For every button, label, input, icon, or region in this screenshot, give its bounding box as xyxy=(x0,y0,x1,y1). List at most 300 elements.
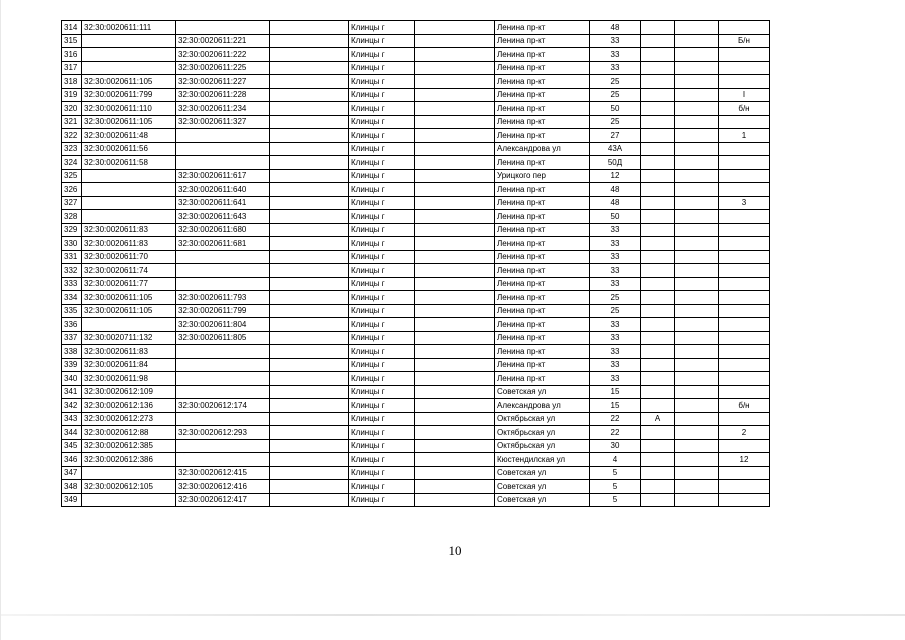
cell-empty xyxy=(270,453,349,467)
cell-extra xyxy=(719,480,770,494)
cell-cadastral-number xyxy=(82,196,176,210)
table-row xyxy=(62,34,770,48)
cell-house-number: 33 xyxy=(590,372,641,386)
table-row xyxy=(62,318,770,332)
cell-extra xyxy=(719,264,770,278)
cell-street: Ленина пр-кт xyxy=(495,129,590,143)
cell-house-letter xyxy=(641,21,675,35)
cell-street: Ленина пр-кт xyxy=(495,304,590,318)
cell-empty xyxy=(675,102,719,116)
cell-city: Клинцы г xyxy=(349,372,415,386)
cell-city: Клинцы г xyxy=(349,129,415,143)
cell-row-number: 325 xyxy=(62,169,82,183)
cell-row-number: 329 xyxy=(62,223,82,237)
table-row xyxy=(62,169,770,183)
table-row xyxy=(62,264,770,278)
cell-empty xyxy=(270,291,349,305)
cell-empty xyxy=(415,291,495,305)
cell-street: Ленина пр-кт xyxy=(495,223,590,237)
cell-extra xyxy=(719,48,770,62)
cell-empty xyxy=(675,466,719,480)
cell-city: Клинцы г xyxy=(349,223,415,237)
cell-empty xyxy=(415,75,495,89)
cell-empty xyxy=(675,264,719,278)
cell-street: Ленина пр-кт xyxy=(495,196,590,210)
cell-empty xyxy=(415,372,495,386)
cell-empty xyxy=(415,304,495,318)
cell-empty xyxy=(675,21,719,35)
cell-empty xyxy=(415,385,495,399)
cell-house-number: 33 xyxy=(590,318,641,332)
cell-empty xyxy=(415,493,495,507)
cell-extra xyxy=(719,142,770,156)
cell-row-number: 348 xyxy=(62,480,82,494)
cell-cadastral-number-2 xyxy=(176,453,270,467)
cell-empty xyxy=(270,277,349,291)
cell-house-letter xyxy=(641,210,675,224)
cell-house-number: 27 xyxy=(590,129,641,143)
cell-cadastral-number: 32:30:0020612:136 xyxy=(82,399,176,413)
cell-row-number: 323 xyxy=(62,142,82,156)
cell-cadastral-number: 32:30:0020611:83 xyxy=(82,345,176,359)
cell-row-number: 346 xyxy=(62,453,82,467)
cell-city: Клинцы г xyxy=(349,345,415,359)
cell-empty xyxy=(675,169,719,183)
cell-house-number: 48 xyxy=(590,21,641,35)
table-row xyxy=(62,412,770,426)
cell-cadastral-number-2: 32:30:0020611:227 xyxy=(176,75,270,89)
cell-empty xyxy=(270,115,349,129)
cell-house-letter xyxy=(641,61,675,75)
cell-extra xyxy=(719,331,770,345)
cell-city: Клинцы г xyxy=(349,331,415,345)
cell-empty xyxy=(675,61,719,75)
cell-street: Ленина пр-кт xyxy=(495,264,590,278)
cell-cadastral-number-2: 32:30:0020611:640 xyxy=(176,183,270,197)
cell-cadastral-number-2 xyxy=(176,385,270,399)
cell-empty xyxy=(675,34,719,48)
cell-house-number: 33 xyxy=(590,34,641,48)
cell-extra: I xyxy=(719,88,770,102)
cell-city: Клинцы г xyxy=(349,210,415,224)
cell-house-number: 5 xyxy=(590,480,641,494)
cell-house-letter xyxy=(641,237,675,251)
cell-house-letter xyxy=(641,399,675,413)
cell-house-number: 33 xyxy=(590,61,641,75)
table-row xyxy=(62,61,770,75)
cell-city: Клинцы г xyxy=(349,439,415,453)
cell-city: Клинцы г xyxy=(349,291,415,305)
cell-empty xyxy=(675,331,719,345)
cell-city: Клинцы г xyxy=(349,102,415,116)
cell-extra: 1 xyxy=(719,129,770,143)
cell-house-number: 30 xyxy=(590,439,641,453)
cell-cadastral-number: 32:30:0020611:70 xyxy=(82,250,176,264)
cell-empty xyxy=(270,223,349,237)
table-row xyxy=(62,399,770,413)
cell-house-letter xyxy=(641,88,675,102)
cell-cadastral-number: 32:30:0020611:111 xyxy=(82,21,176,35)
cell-cadastral-number: 32:30:0020612:273 xyxy=(82,412,176,426)
cell-city: Клинцы г xyxy=(349,34,415,48)
cell-empty xyxy=(270,466,349,480)
cell-empty xyxy=(415,318,495,332)
cell-empty xyxy=(675,115,719,129)
cell-street: Октябрьская ул xyxy=(495,426,590,440)
cell-house-letter xyxy=(641,372,675,386)
cell-row-number: 347 xyxy=(62,466,82,480)
cell-empty xyxy=(415,61,495,75)
cell-empty xyxy=(415,169,495,183)
table-body xyxy=(62,21,770,507)
cell-row-number: 333 xyxy=(62,277,82,291)
cell-cadastral-number: 32:30:0020611:77 xyxy=(82,277,176,291)
cell-house-letter: А xyxy=(641,412,675,426)
cell-empty xyxy=(675,439,719,453)
cell-cadastral-number: 32:30:0020611:105 xyxy=(82,75,176,89)
cell-empty xyxy=(270,237,349,251)
cell-house-number: 25 xyxy=(590,291,641,305)
cell-cadastral-number-2: 32:30:0020611:804 xyxy=(176,318,270,332)
cell-empty xyxy=(675,196,719,210)
cell-row-number: 314 xyxy=(62,21,82,35)
cell-house-letter xyxy=(641,196,675,210)
cell-extra xyxy=(719,183,770,197)
cell-empty xyxy=(675,129,719,143)
cell-house-number: 43А xyxy=(590,142,641,156)
cell-cadastral-number-2 xyxy=(176,439,270,453)
cell-extra xyxy=(719,237,770,251)
cell-extra xyxy=(719,156,770,170)
cell-row-number: 341 xyxy=(62,385,82,399)
cell-empty xyxy=(415,196,495,210)
cell-empty xyxy=(675,48,719,62)
cell-empty xyxy=(415,358,495,372)
cell-cadastral-number-2: 32:30:0020611:221 xyxy=(176,34,270,48)
cell-city: Клинцы г xyxy=(349,318,415,332)
cell-house-letter xyxy=(641,48,675,62)
cell-row-number: 320 xyxy=(62,102,82,116)
cell-city: Клинцы г xyxy=(349,426,415,440)
cell-row-number: 330 xyxy=(62,237,82,251)
cell-empty xyxy=(415,439,495,453)
cell-extra xyxy=(719,21,770,35)
cell-cadastral-number-2: 32:30:0020611:234 xyxy=(176,102,270,116)
cell-empty xyxy=(270,21,349,35)
cell-empty xyxy=(270,156,349,170)
cell-empty xyxy=(415,88,495,102)
cell-city: Клинцы г xyxy=(349,169,415,183)
cell-house-letter xyxy=(641,426,675,440)
cell-city: Клинцы г xyxy=(349,156,415,170)
cell-house-number: 5 xyxy=(590,493,641,507)
table-row xyxy=(62,102,770,116)
cell-street: Октябрьская ул xyxy=(495,439,590,453)
cell-street: Ленина пр-кт xyxy=(495,156,590,170)
cell-empty xyxy=(415,331,495,345)
cell-house-number: 25 xyxy=(590,304,641,318)
cell-cadastral-number xyxy=(82,34,176,48)
cell-house-number: 15 xyxy=(590,385,641,399)
cell-house-number: 25 xyxy=(590,88,641,102)
cell-city: Клинцы г xyxy=(349,196,415,210)
cell-cadastral-number-2 xyxy=(176,264,270,278)
cell-street: Советская ул xyxy=(495,493,590,507)
cell-empty xyxy=(675,426,719,440)
cell-row-number: 327 xyxy=(62,196,82,210)
cell-cadastral-number: 32:30:0020612:109 xyxy=(82,385,176,399)
table-row xyxy=(62,480,770,494)
cell-empty xyxy=(415,250,495,264)
cell-house-number: 33 xyxy=(590,264,641,278)
cell-house-letter xyxy=(641,264,675,278)
cell-house-letter xyxy=(641,156,675,170)
cell-row-number: 334 xyxy=(62,291,82,305)
cell-empty xyxy=(270,426,349,440)
cell-empty xyxy=(675,250,719,264)
cell-house-number: 22 xyxy=(590,426,641,440)
scan-artifact-edge xyxy=(0,0,1,640)
cell-row-number: 336 xyxy=(62,318,82,332)
cell-extra xyxy=(719,61,770,75)
cell-empty xyxy=(675,453,719,467)
cell-extra xyxy=(719,250,770,264)
cell-extra xyxy=(719,291,770,305)
cell-row-number: 315 xyxy=(62,34,82,48)
cell-city: Клинцы г xyxy=(349,277,415,291)
cell-empty xyxy=(270,385,349,399)
cell-extra xyxy=(719,75,770,89)
cell-cadastral-number-2 xyxy=(176,345,270,359)
cell-row-number: 343 xyxy=(62,412,82,426)
cell-empty xyxy=(415,21,495,35)
cell-house-number: 25 xyxy=(590,75,641,89)
cell-house-letter xyxy=(641,345,675,359)
cell-extra xyxy=(719,345,770,359)
cell-empty xyxy=(270,34,349,48)
cell-cadastral-number-2: 32:30:0020612:415 xyxy=(176,466,270,480)
cell-house-letter xyxy=(641,385,675,399)
cell-city: Клинцы г xyxy=(349,480,415,494)
cell-street: Ленина пр-кт xyxy=(495,237,590,251)
cell-empty xyxy=(270,264,349,278)
cell-empty xyxy=(270,88,349,102)
cell-city: Клинцы г xyxy=(349,250,415,264)
cell-cadastral-number-2: 32:30:0020611:228 xyxy=(176,88,270,102)
cell-house-letter xyxy=(641,466,675,480)
scan-artifact-line xyxy=(0,614,905,616)
cell-street: Октябрьская ул xyxy=(495,412,590,426)
cell-cadastral-number-2: 32:30:0020611:617 xyxy=(176,169,270,183)
cell-street: Ленина пр-кт xyxy=(495,21,590,35)
cell-house-number: 33 xyxy=(590,48,641,62)
cell-street: Ленина пр-кт xyxy=(495,183,590,197)
cell-empty xyxy=(675,210,719,224)
cell-cadastral-number-2 xyxy=(176,129,270,143)
cell-street: Ленина пр-кт xyxy=(495,358,590,372)
cell-street: Ленина пр-кт xyxy=(495,250,590,264)
cell-empty xyxy=(270,129,349,143)
cell-house-letter xyxy=(641,250,675,264)
cell-empty xyxy=(270,169,349,183)
cell-extra xyxy=(719,277,770,291)
cell-cadastral-number: 32:30:0020611:83 xyxy=(82,237,176,251)
cell-house-letter xyxy=(641,142,675,156)
cell-empty xyxy=(415,426,495,440)
cell-street: Советская ул xyxy=(495,385,590,399)
cell-house-letter xyxy=(641,480,675,494)
cell-cadastral-number xyxy=(82,61,176,75)
address-register-table xyxy=(61,20,770,507)
page-number: 10 xyxy=(448,543,462,558)
cell-row-number: 337 xyxy=(62,331,82,345)
cell-house-letter xyxy=(641,115,675,129)
cell-house-number: 50 xyxy=(590,102,641,116)
cell-house-number: 33 xyxy=(590,250,641,264)
table-row xyxy=(62,331,770,345)
cell-house-number: 33 xyxy=(590,358,641,372)
cell-street: Ленина пр-кт xyxy=(495,102,590,116)
cell-street: Ленина пр-кт xyxy=(495,48,590,62)
cell-cadastral-number-2: 32:30:0020611:327 xyxy=(176,115,270,129)
cell-house-letter xyxy=(641,277,675,291)
cell-extra xyxy=(719,115,770,129)
cell-city: Клинцы г xyxy=(349,453,415,467)
cell-empty xyxy=(675,399,719,413)
cell-house-letter xyxy=(641,102,675,116)
table-row xyxy=(62,358,770,372)
cell-empty xyxy=(270,61,349,75)
table-row xyxy=(62,453,770,467)
cell-row-number: 335 xyxy=(62,304,82,318)
cell-street: Александрова ул xyxy=(495,142,590,156)
cell-street: Советская ул xyxy=(495,466,590,480)
cell-empty xyxy=(675,75,719,89)
cell-city: Клинцы г xyxy=(349,385,415,399)
cell-empty xyxy=(675,223,719,237)
cell-empty xyxy=(415,34,495,48)
cell-cadastral-number-2: 32:30:0020611:681 xyxy=(176,237,270,251)
cell-house-number: 4 xyxy=(590,453,641,467)
cell-row-number: 317 xyxy=(62,61,82,75)
cell-city: Клинцы г xyxy=(349,412,415,426)
cell-cadastral-number xyxy=(82,183,176,197)
cell-empty xyxy=(415,210,495,224)
cell-cadastral-number: 32:30:0020611:48 xyxy=(82,129,176,143)
cell-cadastral-number: 32:30:0020611:110 xyxy=(82,102,176,116)
cell-row-number: 326 xyxy=(62,183,82,197)
cell-row-number: 316 xyxy=(62,48,82,62)
cell-row-number: 332 xyxy=(62,264,82,278)
cell-empty xyxy=(675,291,719,305)
cell-extra: б/н xyxy=(719,399,770,413)
cell-cadastral-number-2 xyxy=(176,142,270,156)
cell-cadastral-number-2 xyxy=(176,156,270,170)
cell-cadastral-number: 32:30:0020611:105 xyxy=(82,291,176,305)
cell-empty xyxy=(415,129,495,143)
cell-extra xyxy=(719,466,770,480)
cell-cadastral-number: 32:30:0020612:385 xyxy=(82,439,176,453)
cell-row-number: 319 xyxy=(62,88,82,102)
cell-cadastral-number xyxy=(82,210,176,224)
cell-cadastral-number-2 xyxy=(176,372,270,386)
cell-cadastral-number: 32:30:0020611:74 xyxy=(82,264,176,278)
cell-empty xyxy=(675,493,719,507)
cell-extra xyxy=(719,385,770,399)
cell-empty xyxy=(270,210,349,224)
cell-row-number: 318 xyxy=(62,75,82,89)
table-row xyxy=(62,237,770,251)
cell-city: Клинцы г xyxy=(349,88,415,102)
cell-extra xyxy=(719,358,770,372)
cell-empty xyxy=(270,493,349,507)
cell-empty xyxy=(675,277,719,291)
table-row xyxy=(62,115,770,129)
cell-city: Клинцы г xyxy=(349,115,415,129)
cell-empty xyxy=(270,75,349,89)
cell-street: Ленина пр-кт xyxy=(495,291,590,305)
table-row xyxy=(62,21,770,35)
cell-street: Ленина пр-кт xyxy=(495,61,590,75)
cell-city: Клинцы г xyxy=(349,48,415,62)
cell-empty xyxy=(675,304,719,318)
cell-house-number: 33 xyxy=(590,331,641,345)
cell-cadastral-number xyxy=(82,466,176,480)
table-row xyxy=(62,183,770,197)
cell-empty xyxy=(675,358,719,372)
cell-city: Клинцы г xyxy=(349,183,415,197)
cell-city: Клинцы г xyxy=(349,399,415,413)
cell-extra xyxy=(719,372,770,386)
cell-street: Ленина пр-кт xyxy=(495,318,590,332)
cell-empty xyxy=(270,372,349,386)
cell-house-number: 33 xyxy=(590,345,641,359)
cell-empty xyxy=(675,345,719,359)
cell-extra xyxy=(719,412,770,426)
cell-street: Ленина пр-кт xyxy=(495,277,590,291)
cell-row-number: 324 xyxy=(62,156,82,170)
cell-cadastral-number-2: 32:30:0020612:174 xyxy=(176,399,270,413)
cell-cadastral-number: 32:30:0020612:105 xyxy=(82,480,176,494)
cell-street: Ленина пр-кт xyxy=(495,345,590,359)
cell-cadastral-number xyxy=(82,169,176,183)
cell-row-number: 339 xyxy=(62,358,82,372)
cell-row-number: 345 xyxy=(62,439,82,453)
cell-row-number: 338 xyxy=(62,345,82,359)
cell-empty xyxy=(270,48,349,62)
cell-house-letter xyxy=(641,439,675,453)
cell-empty xyxy=(415,399,495,413)
cell-house-letter xyxy=(641,291,675,305)
cell-city: Клинцы г xyxy=(349,142,415,156)
cell-street: Александрова ул xyxy=(495,399,590,413)
cell-cadastral-number-2 xyxy=(176,412,270,426)
cell-empty xyxy=(270,102,349,116)
table-row xyxy=(62,493,770,507)
cell-cadastral-number: 32:30:0020611:83 xyxy=(82,223,176,237)
cell-row-number: 321 xyxy=(62,115,82,129)
cell-row-number: 344 xyxy=(62,426,82,440)
cell-empty xyxy=(415,412,495,426)
cell-cadastral-number-2: 32:30:0020611:793 xyxy=(176,291,270,305)
cell-extra xyxy=(719,223,770,237)
cell-street: Ленина пр-кт xyxy=(495,75,590,89)
table-row xyxy=(62,88,770,102)
cell-empty xyxy=(415,453,495,467)
cell-city: Клинцы г xyxy=(349,75,415,89)
table-row xyxy=(62,304,770,318)
cell-cadastral-number-2: 32:30:0020611:680 xyxy=(176,223,270,237)
